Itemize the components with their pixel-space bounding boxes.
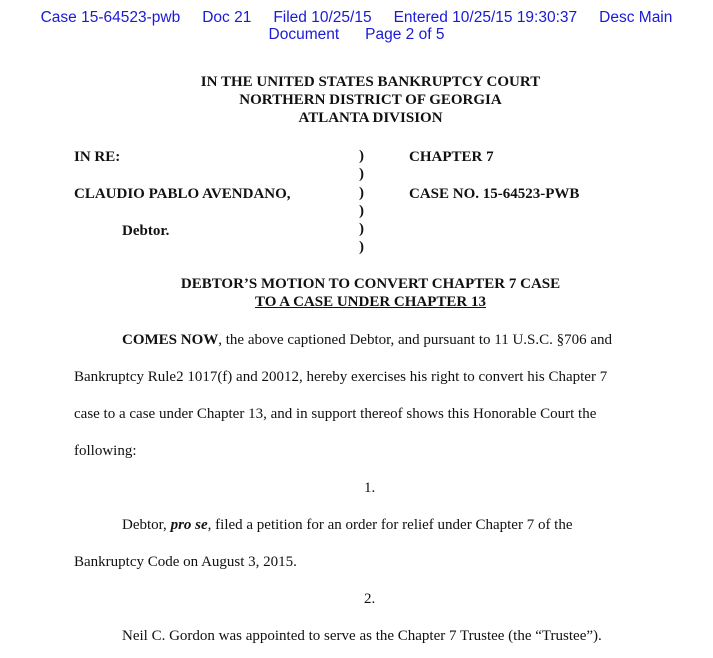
pro-se-text: pro se (170, 517, 208, 533)
caption-paren: ) (359, 239, 364, 256)
caption-parentheses (359, 147, 364, 257)
caption-paren: ) (359, 221, 364, 238)
paragraph-1-line-1 (122, 331, 612, 349)
stamp-case: Case 15-64523-pwb (40, 9, 181, 26)
comes-now-text: COMES NOW (122, 332, 219, 348)
paragraph-2-line-2: Bankruptcy Code on August 3, 2015. (74, 554, 297, 570)
paragraph-1-line-2: Bankruptcy Rule2 1017(f) and 20012, hereby exercises his right to convert his Chapter 7 (74, 369, 608, 385)
stamp-doc: Doc 21 (202, 9, 252, 26)
court-filing-stamp (0, 9, 713, 43)
paragraph-2-text: Debtor, (122, 517, 171, 533)
paragraph-1-line-3: case to a case under Chapter 13, and in support thereof shows this Honorable Court the (74, 406, 597, 422)
court-heading (0, 73, 713, 127)
paragraph-2-line-1 (122, 516, 573, 534)
stamp-line-1 (0, 9, 713, 26)
stamp-entered: Entered 10/25/15 19:30:37 (393, 9, 578, 26)
paragraph-1-line-4: following: (74, 443, 137, 459)
stamp-page: Page 2 of 5 (365, 26, 445, 43)
court-division: ATLANTA DIVISION (298, 110, 443, 126)
caption-chapter: CHAPTER 7 (409, 149, 494, 165)
stamp-document: Document (268, 26, 340, 43)
paragraph-number-2: 2. (364, 591, 376, 607)
court-district: NORTHERN DISTRICT OF GEORGIA (239, 92, 502, 108)
motion-title-line-2: TO A CASE UNDER CHAPTER 13 (254, 294, 486, 310)
caption-paren: ) (359, 184, 364, 201)
paragraph-number-1: 1. (364, 480, 376, 496)
caption-in-re: IN RE: (74, 149, 121, 165)
caption-debtor-name: CLAUDIO PABLO AVENDANO, (74, 186, 291, 202)
caption-case-number: CASE NO. 15-64523-PWB (409, 186, 580, 202)
caption-paren: ) (359, 202, 364, 219)
paragraph-2-text: , filed a petition for an order for relief under Chapter 7 of the (207, 517, 573, 533)
caption-paren: ) (359, 148, 364, 164)
motion-title (0, 275, 713, 311)
paragraph-3-line-1: Neil C. Gordon was appointed to serve as the Chapter 7 Trustee (the “Trustee”). (122, 628, 602, 644)
caption-paren: ) (359, 166, 364, 183)
stamp-filed: Filed 10/25/15 (273, 9, 372, 26)
court-name: IN THE UNITED STATES BANKRUPTCY COURT (200, 74, 541, 90)
stamp-line-2 (0, 26, 713, 43)
caption-debtor-label: Debtor. (122, 223, 170, 239)
paragraph-1-text: , the above captioned Debtor, and pursuant to 11 U.S.C. §706 and (218, 332, 613, 348)
stamp-desc: Desc Main (599, 9, 673, 26)
motion-title-line-1: DEBTOR’S MOTION TO CONVERT CHAPTER 7 CASE (180, 276, 561, 292)
